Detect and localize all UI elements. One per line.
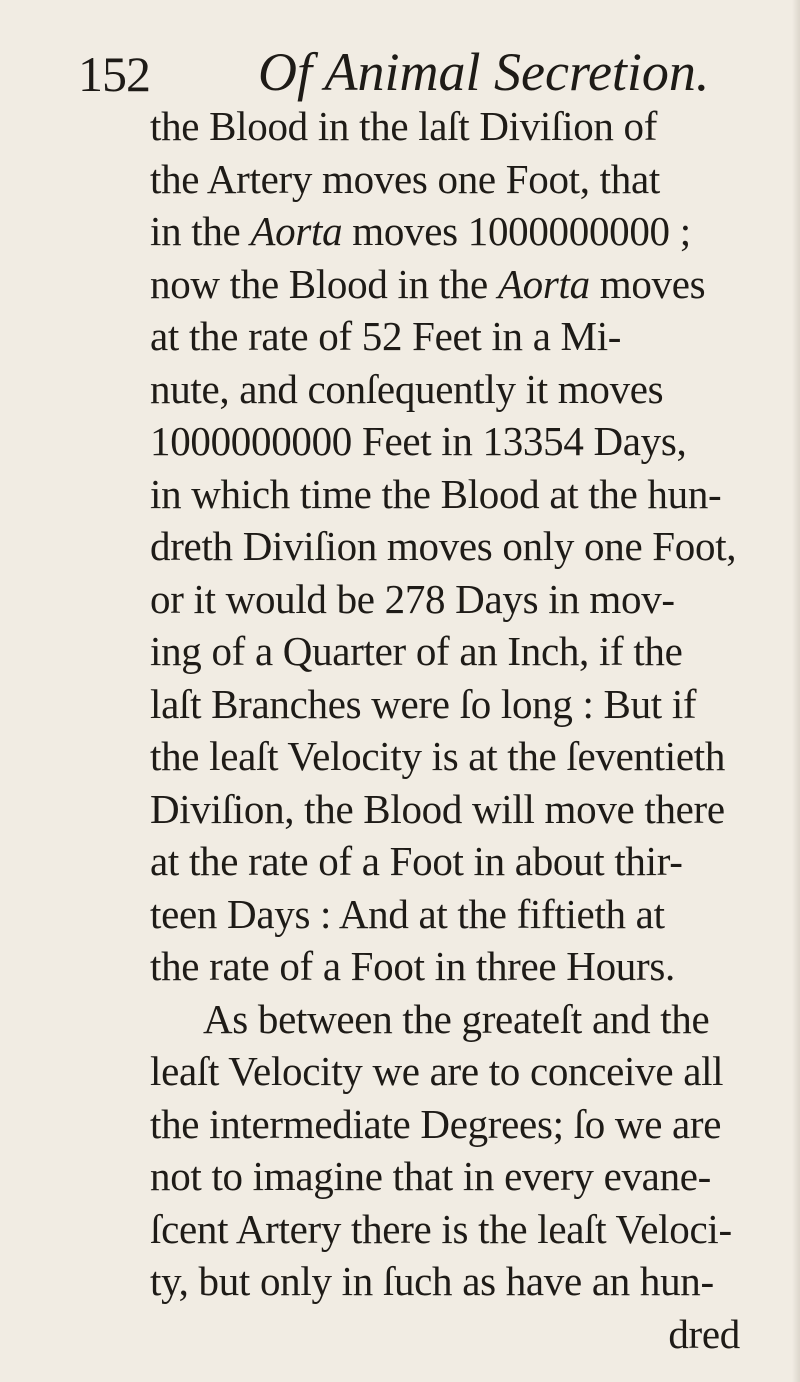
text-line: at the rate of a Foot in about thir- — [150, 838, 683, 884]
text-line: not to imagine that in every evane- — [150, 1153, 712, 1199]
text-line: ing of a Quarter of an Inch, if the — [150, 628, 683, 674]
text-line: the Artery moves one Foot, that — [150, 155, 660, 202]
text-line: laſt Branches were ſo long : But if — [150, 680, 697, 727]
text-line: 1000000000 Feet in 13354 Days, — [150, 418, 687, 464]
italic-term: Aorta — [497, 260, 590, 307]
text-line: ſcent Artery there is the leaſt Veloci- — [150, 1205, 732, 1252]
text-line: teen Days : And at the fiftieth at — [150, 890, 665, 937]
text-line: the rate of a Foot in three Hours. — [150, 943, 675, 989]
text-line: ty, but only in ſuch as have an hun- — [150, 1258, 714, 1304]
text-line: in which time the Blood at the hun- — [150, 470, 722, 517]
body-text — [150, 100, 790, 1360]
text-line: nute, and conſequently it moves — [150, 365, 664, 412]
page-number: 152 — [78, 46, 150, 102]
text-segment: now the Blood in the — [150, 260, 498, 307]
text-line — [150, 258, 790, 311]
text-line: at the rate of 52 Feet in a Mi- — [150, 313, 622, 359]
text-line: the Blood in the laſt Diviſion of — [150, 103, 658, 149]
text-line: or it would be 278 Days in mov- — [150, 575, 675, 622]
text-segment: moves 1000000000 ; — [342, 208, 691, 254]
text-line: leaſt Velocity we are to conceive all — [150, 1048, 724, 1094]
text-line: dreth Diviſion moves only one Foot, — [150, 523, 737, 569]
catchword: dred — [668, 1310, 740, 1357]
italic-term: Aorta — [250, 208, 343, 254]
text-line: Diviſion, the Blood will move there — [150, 785, 725, 832]
text-segment: in the — [150, 208, 251, 254]
text-line: the intermediate Degrees; ſo we are — [150, 1100, 722, 1147]
text-segment: moves — [589, 260, 706, 307]
text-line — [150, 205, 790, 258]
paragraph-start-line: As between the greateſt and the — [203, 995, 710, 1042]
text-line: the leaſt Velocity is at the ſeventieth — [150, 733, 726, 779]
page-edge — [792, 0, 800, 1382]
running-title: Of Animal Secretion. — [258, 42, 710, 102]
